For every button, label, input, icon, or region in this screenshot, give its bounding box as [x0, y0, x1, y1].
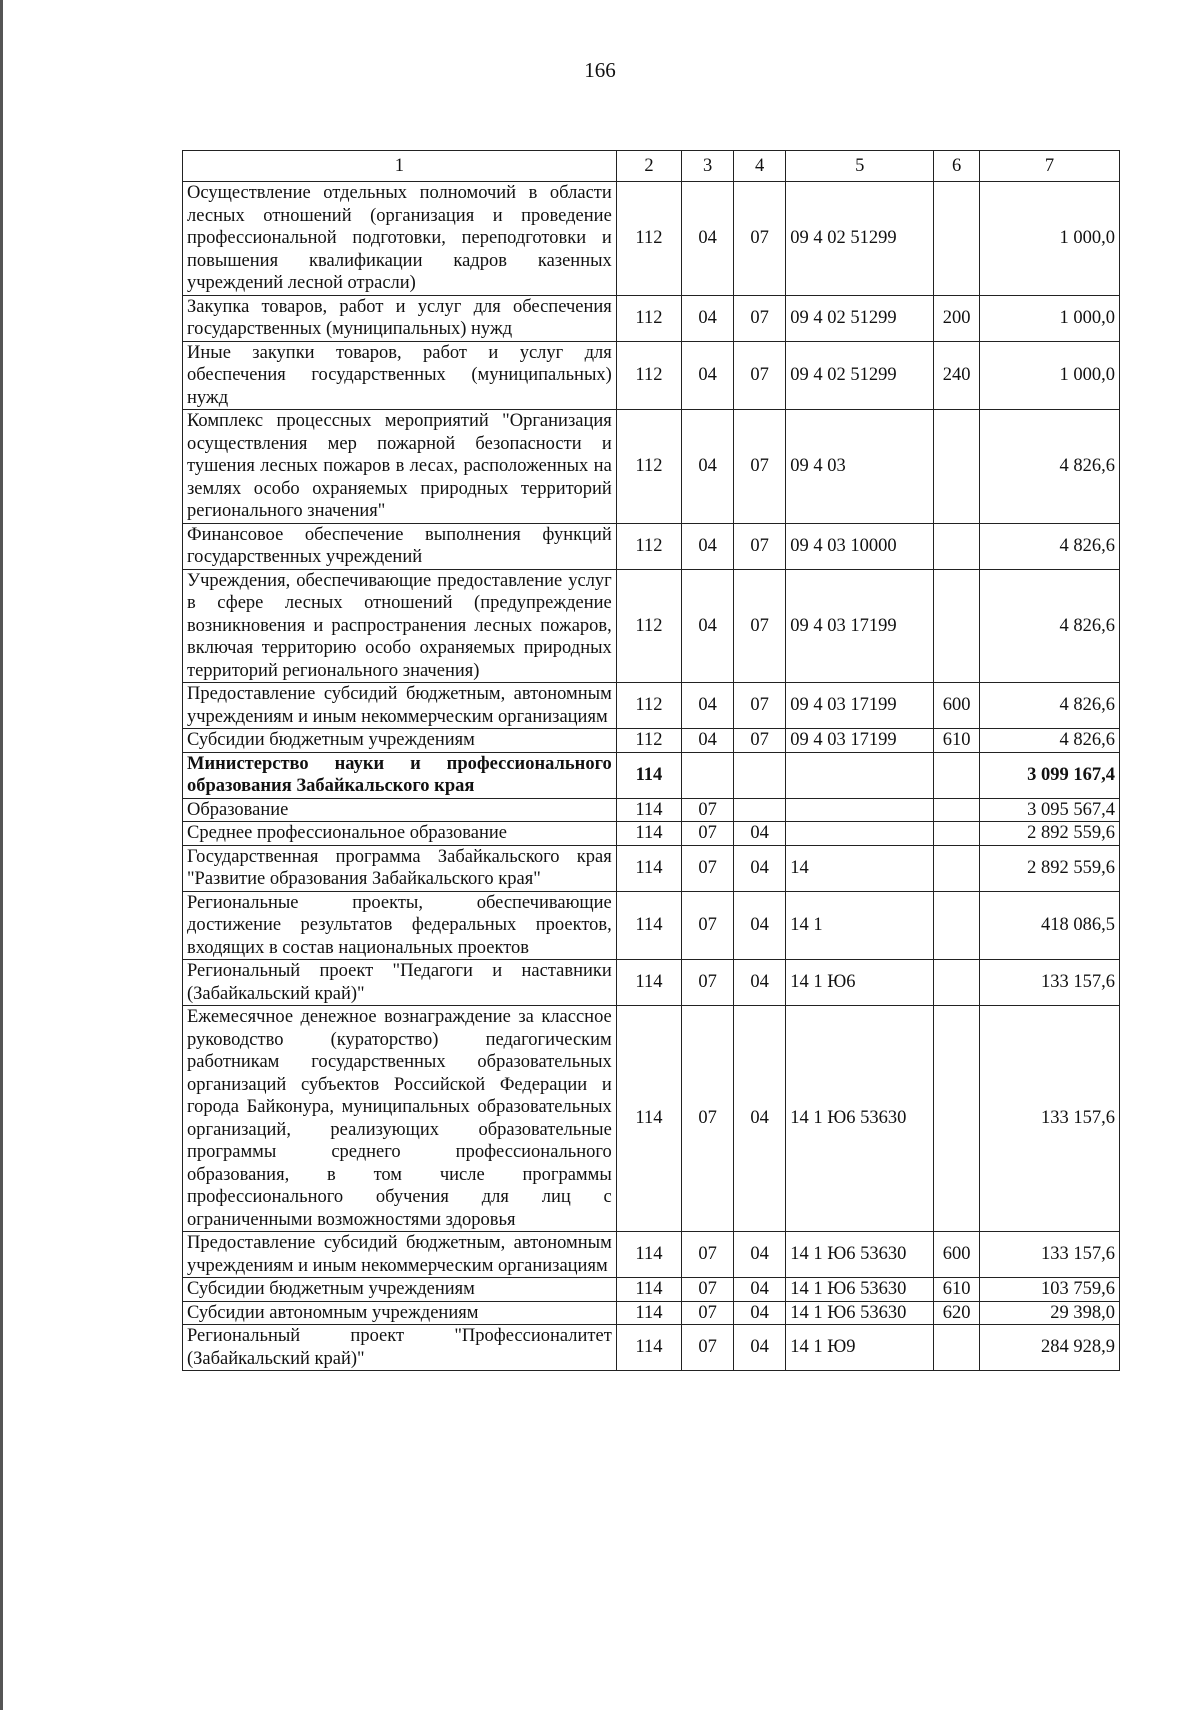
row-name-cell: Государственная программа Забайкальского края "Развитие образования Забайкальского края": [183, 845, 617, 891]
row-amount-cell: 4 826,6: [980, 523, 1120, 569]
row-target-code-cell: 09 4 03 10000: [786, 523, 934, 569]
table-row: [183, 1232, 1120, 1278]
header-col-7: 7: [980, 151, 1120, 182]
row-ministry-code-cell: 114: [616, 845, 681, 891]
row-expense-type-cell: [934, 798, 980, 822]
page-number: 166: [584, 58, 616, 82]
table-row: [183, 822, 1120, 846]
row-amount-cell: 3 099 167,4: [980, 752, 1120, 798]
row-ministry-code-cell: 112: [616, 569, 681, 683]
row-subsection-cell: 04: [734, 891, 786, 960]
row-target-code-cell: 14 1 Ю6: [786, 960, 934, 1006]
row-name-cell: Учреждения, обеспечивающие предоставление услуг в сфере лесных отношений (предупреждение возникновения и распространения лесных пожаров, включая территорию особо охраняемых природных территорий регионального значения): [183, 569, 617, 683]
header-col-5: 5: [786, 151, 934, 182]
row-subsection-cell: 07: [734, 729, 786, 753]
row-section-cell: 07: [682, 1278, 734, 1302]
row-expense-type-cell: 240: [934, 341, 980, 410]
row-section-cell: 07: [682, 1006, 734, 1232]
row-amount-cell: 133 157,6: [980, 1006, 1120, 1232]
header-col-4: 4: [734, 151, 786, 182]
row-subsection-cell: 07: [734, 683, 786, 729]
row-name-cell: Закупка товаров, работ и услуг для обеспечения государственных (муниципальных) нужд: [183, 295, 617, 341]
row-target-code-cell: 09 4 03 17199: [786, 683, 934, 729]
row-name-cell: Предоставление субсидий бюджетным, автономным учреждениям и иным некоммерческим организациям: [183, 683, 617, 729]
row-expense-type-cell: [934, 182, 980, 296]
row-amount-cell: 2 892 559,6: [980, 822, 1120, 846]
row-ministry-code-cell: 114: [616, 798, 681, 822]
table-row: [183, 569, 1120, 683]
row-name-cell: Комплекс процессных мероприятий "Организация осуществления мер пожарной безопасности и тушения лесных пожаров в лесах, расположенных на землях особо охраняемых природных территорий регионального значения": [183, 410, 617, 524]
header-col-1: 1: [183, 151, 617, 182]
row-target-code-cell: 09 4 02 51299: [786, 182, 934, 296]
table-row: [183, 960, 1120, 1006]
row-amount-cell: 4 826,6: [980, 729, 1120, 753]
row-expense-type-cell: 200: [934, 295, 980, 341]
row-ministry-code-cell: 112: [616, 523, 681, 569]
row-amount-cell: 29 398,0: [980, 1301, 1120, 1325]
table-row: [183, 891, 1120, 960]
table-body: [183, 182, 1120, 1371]
header-col-3: 3: [682, 151, 734, 182]
row-section-cell: 07: [682, 1325, 734, 1371]
row-amount-cell: 4 826,6: [980, 410, 1120, 524]
row-subsection-cell: 07: [734, 410, 786, 524]
row-section-cell: 07: [682, 1232, 734, 1278]
row-name-cell: Региональный проект "Педагоги и наставники (Забайкальский край)": [183, 960, 617, 1006]
row-target-code-cell: 09 4 03 17199: [786, 569, 934, 683]
scan-edge-line: [0, 0, 3, 1710]
row-amount-cell: 4 826,6: [980, 683, 1120, 729]
row-expense-type-cell: [934, 960, 980, 1006]
row-section-cell: 07: [682, 845, 734, 891]
table-row: [183, 1325, 1120, 1371]
row-expense-type-cell: [934, 410, 980, 524]
row-target-code-cell: 14 1 Ю6 53630: [786, 1278, 934, 1302]
row-name-cell: Иные закупки товаров, работ и услуг для обеспечения государственных (муниципальных) нужд: [183, 341, 617, 410]
row-subsection-cell: [734, 798, 786, 822]
header-col-6: 6: [934, 151, 980, 182]
row-amount-cell: 3 095 567,4: [980, 798, 1120, 822]
table-row: [183, 1301, 1120, 1325]
row-subsection-cell: 04: [734, 1325, 786, 1371]
header-col-2: 2: [616, 151, 681, 182]
row-target-code-cell: 09 4 02 51299: [786, 295, 934, 341]
row-name-cell: Финансовое обеспечение выполнения функций государственных учреждений: [183, 523, 617, 569]
row-expense-type-cell: [934, 1006, 980, 1232]
table-row: [183, 182, 1120, 296]
row-expense-type-cell: 600: [934, 1232, 980, 1278]
row-subsection-cell: 07: [734, 341, 786, 410]
row-section-cell: 07: [682, 798, 734, 822]
row-section-cell: 04: [682, 295, 734, 341]
row-ministry-code-cell: 112: [616, 295, 681, 341]
row-name-cell: Субсидии бюджетным учреждениям: [183, 1278, 617, 1302]
row-section-cell: [682, 752, 734, 798]
row-ministry-code-cell: 112: [616, 729, 681, 753]
row-name-cell: Министерство науки и профессионального образования Забайкальского края: [183, 752, 617, 798]
row-subsection-cell: 04: [734, 1232, 786, 1278]
table-row: [183, 341, 1120, 410]
row-subsection-cell: 07: [734, 182, 786, 296]
row-ministry-code-cell: 114: [616, 822, 681, 846]
row-amount-cell: 103 759,6: [980, 1278, 1120, 1302]
row-expense-type-cell: [934, 845, 980, 891]
row-section-cell: 07: [682, 822, 734, 846]
row-section-cell: 07: [682, 891, 734, 960]
row-subsection-cell: 07: [734, 523, 786, 569]
row-subsection-cell: [734, 752, 786, 798]
row-target-code-cell: [786, 752, 934, 798]
row-name-cell: Субсидии автономным учреждениям: [183, 1301, 617, 1325]
row-target-code-cell: [786, 798, 934, 822]
row-section-cell: 07: [682, 1301, 734, 1325]
row-subsection-cell: 04: [734, 845, 786, 891]
row-ministry-code-cell: 114: [616, 1301, 681, 1325]
row-amount-cell: 418 086,5: [980, 891, 1120, 960]
row-section-cell: 04: [682, 341, 734, 410]
row-target-code-cell: 14 1 Ю6 53630: [786, 1006, 934, 1232]
table-row: [183, 845, 1120, 891]
row-name-cell: Предоставление субсидий бюджетным, автономным учреждениям и иным некоммерческим организациям: [183, 1232, 617, 1278]
row-name-cell: Региональный проект "Профессионалитет (Забайкальский край)": [183, 1325, 617, 1371]
row-expense-type-cell: 600: [934, 683, 980, 729]
row-target-code-cell: 14: [786, 845, 934, 891]
row-expense-type-cell: [934, 891, 980, 960]
row-section-cell: 04: [682, 729, 734, 753]
row-amount-cell: 133 157,6: [980, 960, 1120, 1006]
row-name-cell: Ежемесячное денежное вознаграждение за классное руководство (кураторство) педагогическим работникам государственных образовательных организаций субъектов Российской Федерации и города Байконура, муниципальных образовательных организаций, реализующих образовательные программы среднего профессионального образования, в том числе программы профессионального обучения для лиц с ограниченными возможностями здоровья: [183, 1006, 617, 1232]
row-section-cell: 07: [682, 960, 734, 1006]
row-ministry-code-cell: 114: [616, 1006, 681, 1232]
row-amount-cell: 1 000,0: [980, 182, 1120, 296]
row-subsection-cell: 07: [734, 569, 786, 683]
row-subsection-cell: 04: [734, 822, 786, 846]
row-target-code-cell: 14 1 Ю6 53630: [786, 1232, 934, 1278]
row-target-code-cell: 14 1 Ю6 53630: [786, 1301, 934, 1325]
row-ministry-code-cell: 112: [616, 410, 681, 524]
table-row: [183, 523, 1120, 569]
row-section-cell: 04: [682, 683, 734, 729]
table-row: [183, 752, 1120, 798]
row-target-code-cell: [786, 822, 934, 846]
row-ministry-code-cell: 114: [616, 1232, 681, 1278]
row-expense-type-cell: 620: [934, 1301, 980, 1325]
row-expense-type-cell: [934, 1325, 980, 1371]
row-expense-type-cell: 610: [934, 729, 980, 753]
row-target-code-cell: 09 4 03: [786, 410, 934, 524]
row-amount-cell: 1 000,0: [980, 341, 1120, 410]
row-ministry-code-cell: 114: [616, 1278, 681, 1302]
row-target-code-cell: 09 4 03 17199: [786, 729, 934, 753]
row-amount-cell: 4 826,6: [980, 569, 1120, 683]
row-name-cell: Субсидии бюджетным учреждениям: [183, 729, 617, 753]
row-ministry-code-cell: 114: [616, 891, 681, 960]
table-row: [183, 1006, 1120, 1232]
table-row: [183, 683, 1120, 729]
row-subsection-cell: 04: [734, 960, 786, 1006]
row-section-cell: 04: [682, 182, 734, 296]
row-subsection-cell: 04: [734, 1278, 786, 1302]
row-name-cell: Среднее профессиональное образование: [183, 822, 617, 846]
row-section-cell: 04: [682, 523, 734, 569]
table-row: [183, 729, 1120, 753]
row-ministry-code-cell: 114: [616, 752, 681, 798]
row-subsection-cell: 07: [734, 295, 786, 341]
budget-table: [182, 150, 1120, 1371]
row-subsection-cell: 04: [734, 1301, 786, 1325]
row-amount-cell: 2 892 559,6: [980, 845, 1120, 891]
row-ministry-code-cell: 112: [616, 182, 681, 296]
row-ministry-code-cell: 112: [616, 341, 681, 410]
table-row: [183, 1278, 1120, 1302]
row-ministry-code-cell: 112: [616, 683, 681, 729]
row-amount-cell: 1 000,0: [980, 295, 1120, 341]
table-row: [183, 798, 1120, 822]
row-section-cell: 04: [682, 569, 734, 683]
row-amount-cell: 284 928,9: [980, 1325, 1120, 1371]
table-header-row: [183, 151, 1120, 182]
row-target-code-cell: 14 1 Ю9: [786, 1325, 934, 1371]
row-target-code-cell: 09 4 02 51299: [786, 341, 934, 410]
row-expense-type-cell: [934, 523, 980, 569]
row-name-cell: Осуществление отдельных полномочий в области лесных отношений (организация и проведение профессиональной подготовки, переподготовки и повышения квалификации кадров казенных учреждений лесной отрасли): [183, 182, 617, 296]
row-name-cell: Образование: [183, 798, 617, 822]
row-section-cell: 04: [682, 410, 734, 524]
row-expense-type-cell: [934, 822, 980, 846]
row-expense-type-cell: [934, 569, 980, 683]
row-name-cell: Региональные проекты, обеспечивающие достижение результатов федеральных проектов, входящих в состав национальных проектов: [183, 891, 617, 960]
row-expense-type-cell: 610: [934, 1278, 980, 1302]
table-row: [183, 295, 1120, 341]
table-row: [183, 410, 1120, 524]
row-ministry-code-cell: 114: [616, 1325, 681, 1371]
row-target-code-cell: 14 1: [786, 891, 934, 960]
row-subsection-cell: 04: [734, 1006, 786, 1232]
row-expense-type-cell: [934, 752, 980, 798]
row-ministry-code-cell: 114: [616, 960, 681, 1006]
row-amount-cell: 133 157,6: [980, 1232, 1120, 1278]
